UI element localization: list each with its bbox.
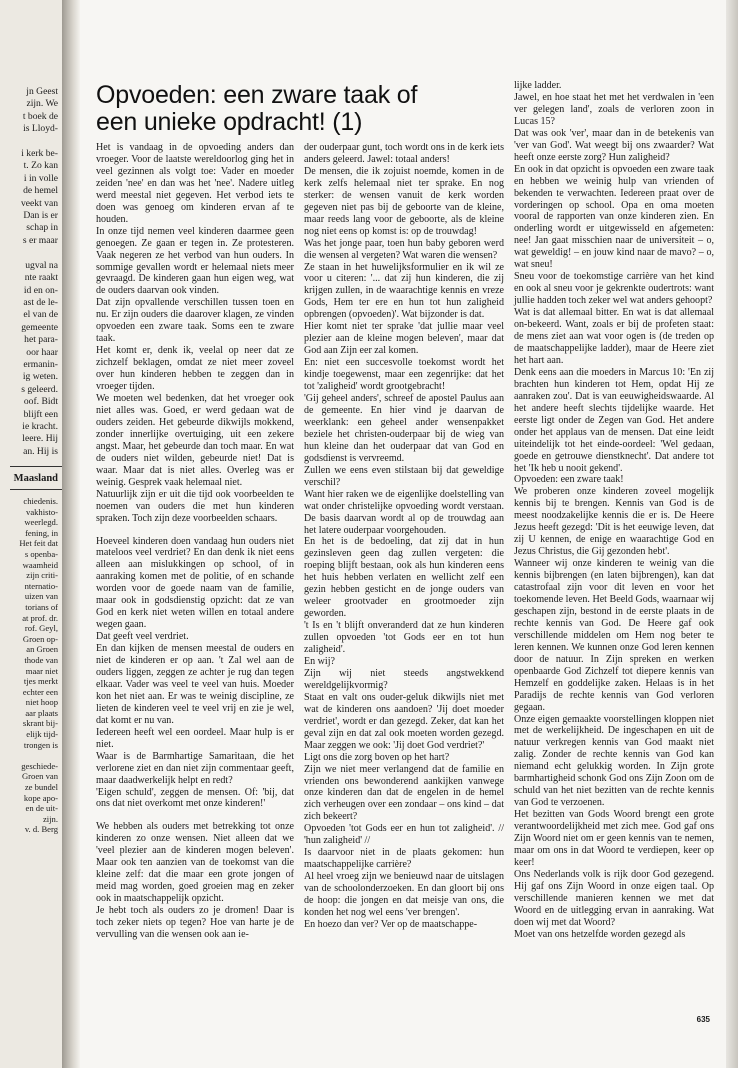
adjacent-page-line: ermanin-	[23, 358, 58, 370]
paragraph: Zijn we niet meer verlangend dat de familie en vrienden ons bewonderend aankijken vanwege onze kinderen dan dat de engelen in de hemel zich verheugen over een zondaar – ons kind – dat zich bekeert?	[304, 763, 504, 823]
paragraph: Hier komt niet ter sprake 'dat jullie maar veel plezier aan de kleine mogen beleven', maar dat God aan Zijn eer zal komen.	[304, 321, 504, 357]
paragraph: Je hebt toch als ouders zo je dromen! Daar is toch zeker niets op tegen? Hoe van harte je de vervulling van die wensen ook aan ie-	[96, 905, 294, 940]
article-title: Opvoeden: een zware taak of een unieke opdracht! (1)	[96, 81, 418, 136]
adjacent-page-line: oor haar	[26, 346, 58, 358]
adjacent-page-line: an. Hij is	[23, 445, 58, 457]
paragraph: 'Gij geheel anders', schreef de apostel Paulus aan de gemeente. En hier vind je daarvan de weerklank: een geheel ander wensenpakket beziele het christen-ouderpaar bij de wieg van hun kleine dan het ouderpaar dat van God en godsdienst is vervreemd.	[304, 393, 504, 464]
adjacent-page-line: gemeente	[21, 321, 58, 333]
paragraph: 'Eigen schuld', zeggen de mensen. Of: 'bij, dat ons dat niet overkomt met onze kinderen!'	[96, 786, 294, 810]
paragraph: Jawel, en hoe staat het met het verdwalen in 'een ver gelegen land', zoals de verloren zoon in Lucas 15?	[514, 91, 714, 127]
paragraph: Want hier raken we de eigenlijke doelstelling van wat onder christelijke opvoeding wordt verstaan. De basis daarvan wordt al op de trouwdag aan het latere ouderpaar voorgehouden.	[304, 488, 504, 536]
adjacent-page-line: el van de	[23, 309, 58, 321]
paragraph: 't Is en 't blijft onveranderd dat ze hun kinderen zullen opvoeden 'tot Gods eer en tot hun zaligheid'.	[304, 620, 504, 656]
adjacent-page-line: geschiede-	[21, 760, 58, 771]
paragraph: Opvoeden 'tot Gods eer en hun tot zaligheid'. // 'hun zaligheid' //	[304, 823, 504, 847]
adjacent-page-line: jn Geest	[26, 86, 58, 97]
section-divider	[10, 466, 62, 467]
paragraph: En: niet een succesvolle toekomst wordt het kindje toegewenst, maar een zegenrijke: dat het tot 'zaligheid' wordt grootgebracht!	[304, 357, 504, 393]
adjacent-page-line	[0, 750, 58, 761]
paragraph: Iedereen heeft wel een oordeel. Maar hulp is er niet.	[96, 726, 294, 750]
adjacent-page-line: Groen van	[21, 771, 58, 782]
paragraph: Hoeveel kinderen doen vandaag hun ouders niet mateloos veel verdriet? En dan denk ik niet eens alleen aan mislukkingen op school, of in aanraking komen met de politie, of en schande worden voor de goede naam van de familie, maar ook in godsdienstig opzicht: dat ze van God en kerk niet weten willen en totaal andere wegen gaan.	[96, 535, 294, 631]
paragraph: Wat is dat allemaal bitter. En wat is dat allemaal on-bekeerd. Want, zoals er bij de profeten staat: de mens ziet aan wat voor ogen is (de treden op de maatschappelijke ladder), maar de Heere ziet het hart aan.	[514, 307, 714, 366]
paragraph: Opvoeden: een zware taak!	[514, 474, 624, 486]
paragraph: We hebben als ouders met betrekking tot onze kinderen zo onze wensen. Niet alleen dat we 'veel plezier aan de kinderen mogen beleven'. Maar ook ten aanzien van de toekomst van die kleine zelf: dat die maar een grote jongen of meid mag worden, goed groeien mag en zeker ook in maatschappelijk opzicht.	[96, 821, 294, 905]
paragraph: We moeten wel bedenken, dat het vroeger ook niet alles was. Goed, er werd gedaan wat de ouders zeiden. Het gebeurde dikwijls mokkend, zonder innerlijke overtuiging, uit een zekere angst. Maar, het gebeurde dan toch maar. En wat de ouders niet wilden, gebeurde niet! Dat is waar. Maar dat is niet alles. Overleg was er weinig. Gesprek vaak helemaal niet.	[96, 393, 294, 488]
paragraph: Staat en valt ons ouder-geluk dikwijls niet met wat de kinderen ons aandoen? 'Jij doet moeder verdriet', wordt er dan gezegd. Zeker, dat kan het geval zijn en dat zal ook moeten worden gezegd. Maar zeggen we ook: 'Jij doet God verdriet?'	[304, 691, 504, 751]
adjacent-page-line: thode van	[24, 654, 58, 665]
adjacent-page-line: blijft een	[23, 408, 58, 420]
adjacent-page-line: zijn. We	[26, 98, 58, 110]
adjacent-page-line: i in volle	[23, 172, 58, 184]
adjacent-page-line: v. d. Berg	[24, 824, 58, 835]
adjacent-page-line: torians of	[25, 601, 58, 612]
paragraph: Zijn wij niet steeds angstwekkend wereldgelijkvormig?	[304, 667, 504, 691]
adjacent-page-line: ast de le-	[23, 296, 58, 308]
paragraph: Is daarvoor niet in de plaats gekomen: hun maatschappelijke carrière?	[304, 847, 504, 871]
paragraph: Wanneer wij onze kinderen te weinig van die kennis bijbrengen (en laten bijbrengen), kan dat catastrofaal zijn voor dit leven en voor het toekomende leven. Het Beeld Gods, waarnaar wij geschapen zijn, bestond in de eerste plaats in de rechte kennis van God. De Heere gaf ook verschillende middelen om Hem nog beter te leren kennen. We kunnen onze God leren kennen door de natuur. In Zijn spreken en werken openbaarde God Zichzelf tot diepere kennis van Hemzelf en goddelijke zaken. Helaas is in het Paradijs de rechte kennis van God verloren gegaan.	[514, 558, 714, 713]
paragraph: En het is de bedoeling, dat zij dat in hun gezinsleven geen dag zullen vergeten: die roeping blijft bestaan, ook als hun kinderen eens het huis hebben verlaten en wellicht zelf een gezin hebben gesticht en de jonge ouders van weleer grootvader en grootmoeder zijn geworden.	[304, 536, 504, 620]
adjacent-page-line: i kerk be-	[21, 148, 58, 160]
adjacent-page-line	[0, 247, 58, 259]
paragraph: En ook in dat opzicht is opvoeden een zware taak en hebben we weinig hulp van vrienden of bekenden te verwachten. Iedereen praat over de vorderingen op school. Opa en oma moeten vooral de rapporten van onze kinderen zien. En onderling wordt er uitgewisseld en afgemeten: nee! Jan gaat misschien naar de universiteit – o, wat geweldig! – en jouw kind naar de mavo? – o, wat sneu!	[514, 163, 714, 271]
adjacent-page-line: Groen op-	[22, 633, 58, 644]
book-gutter	[62, 0, 80, 1068]
paragraph: Dat geeft veel verdriet.	[96, 631, 189, 643]
adjacent-page-line: an Groen	[26, 644, 58, 655]
adjacent-section-heading: Maasland	[13, 473, 58, 484]
paragraph: In onze tijd nemen veel kinderen daarmee geen genoegen. Ze gaan er tegen in. Ze protesteren. Vaak negeren ze het verbod van hun ouders. In sommige gevallen wordt er helemaal niets meer gevraagd. De kinderen gaan hun eigen weg, wat de ouders daarvan ook vinden.	[96, 225, 294, 297]
adjacent-page-line: s er maar	[22, 234, 58, 246]
adjacent-page-line: nte raakt	[24, 272, 58, 284]
adjacent-page-line: oof. Bidt	[23, 396, 58, 408]
article-column-3	[514, 80, 714, 941]
article-column-2	[304, 142, 504, 931]
paragraph: De mensen, die ik zojuist noemde, komen in de kerk zelfs helemaal niet ter sprake. En nog sterker: de wensen vanuit de kerk worden gegeven niet pas bij de geboorte van de kleine, maar reeds lang voor de geboorte, als de kleine nog niet eens op komst is: op de trouwdag!	[304, 165, 504, 237]
adjacent-page-text-top	[0, 86, 58, 458]
paragraph: En dan kijken de mensen meestal de ouders en niet de kinderen er op aan. 't Zal wel aan de ouders liggen, zeggen ze achter je rug dan tegen elkaar. Vader was veel te veel van huis. Moeder kon het niet aan. Er was te weinig discipline, ze lieten de kinderen veel te veel vrij en zie je wel, dat komt er nu van.	[96, 643, 294, 726]
adjacent-page-line: waamheid	[22, 559, 58, 570]
adjacent-page-line: veekt van	[20, 197, 58, 209]
adjacent-page-line	[0, 136, 58, 148]
paragraph: Het bezitten van Gods Woord brengt een grote verantwoordelijkheid met zich mee. God gaf ons Zijn Woord niet om er geen kennis van te nemen, maar om ons in dat Woord te verdiepen, keer op keer!	[514, 809, 714, 868]
adjacent-page-line: zijn criti-	[26, 570, 58, 581]
adjacent-page-line: vakhisto-	[26, 506, 58, 517]
section-divider	[10, 489, 62, 490]
adjacent-page-line: skrant bij-	[22, 718, 58, 729]
adjacent-page-line: ugval na	[25, 259, 58, 271]
paragraph: Dat zijn opvallende verschillen tussen toen en nu. Er zijn ouders die daarover klagen, ze vinden opvoeden een zware taak. Soms een te zware taak.	[96, 297, 294, 345]
paragraph: Ons Nederlands volk is rijk door God gezegend. Hij gaf ons Zijn Woord in onze eigen taal. Op verschillende manieren kennen we met dat Woord en de uitlegging ervan in aanraking. Wat doen wij met dat Woord?	[514, 868, 714, 928]
paragraph: Zullen we eens even stilstaan bij dat geweldige verschil?	[304, 464, 504, 488]
adjacent-page-line: chiedenis.	[23, 496, 58, 506]
adjacent-page-line: aar plaats	[25, 707, 58, 718]
article-column-1	[96, 142, 294, 941]
adjacent-page-line: uizen van	[24, 591, 58, 602]
adjacent-page-line: t boek de	[22, 110, 58, 122]
page-edge	[726, 0, 738, 1068]
paragraph: Moet van ons hetzelfde worden gezegd als	[514, 928, 686, 940]
adjacent-page-line: s geleerd.	[21, 383, 58, 395]
paragraph: We proberen onze kinderen zoveel mogelijk kennis bij te brengen. Kennis van God is de meest noodzakelijke kennis die er is. De Heere Jezus heeft gezegd: 'Dit is het eeuwige leven, dat zij U kennen, de enige en waarachtige God en Jezus Christus, die Gij gezonden hebt'.	[514, 486, 714, 558]
article-page	[80, 0, 726, 1068]
adjacent-page-fragment	[0, 0, 63, 1068]
page-number: 635	[696, 1015, 710, 1024]
paragraph: lijke ladder.	[514, 80, 562, 91]
paragraph: Al heel vroeg zijn we benieuwd naar de uitslagen van de schoolonderzoeken. En dan gloort bij ons de hoop: die jongen en dat meisje van ons, die konden het nog wel eens 'ver brengen'.	[304, 871, 504, 918]
paragraph: Natuurlijk zijn er uit die tijd ook voorbeelden te noemen van ouders die met hun kinderen spraken. Toch zijn deze voorbeelden schaars.	[96, 488, 294, 524]
adjacent-page-line: s openba-	[24, 548, 58, 559]
adjacent-page-line: nternatio-	[24, 580, 58, 591]
paragraph: Het komt er, denk ik, veelal op neer dat ze zichzelf beklagen, omdat ze niet meer zoveel over hun kinderen hebben te zeggen dan in vroeger tijden.	[96, 345, 294, 393]
paragraph: Sneu voor de toekomstige carrière van het kind en ook al sneu voor je gekrenkte oudertrots: want jullie hadden toch zeker wel wat anders gehoopt?	[514, 271, 714, 307]
paragraph: Waar is de Barmhartige Samaritaan, die het verlorene ziet en dan niet zijn commentaar geeft, maar daadwerkelijk helpt en redt?	[96, 750, 294, 786]
adjacent-page-line: weerlegd.	[24, 517, 58, 528]
paragraph: Denk eens aan die moeders in Marcus 10: 'En zij brachten hun kinderen tot Hem, opdat Hij ze aanraken zou'. Dat is van eeuwigheidswaarde. Al het andere heeft slechts tijdelijke waarde. Het eerste ligt onder de Zegen van God. Het andere onder het applaus van de mensen. Dat eine leidt uiteindelijk tot het einde-oordeel: 'Wel gedaan, goede en getrouwe dienstknecht'. Dat andere tot het 'Ik heb u nooit gekend'.	[514, 366, 714, 474]
paragraph: En hoezo dan ver? Ver op de maatschappe-	[304, 918, 478, 930]
adjacent-page-line: at prof. dr.	[22, 612, 58, 623]
paragraph: Onze eigen gemaakte voorstellingen kloppen niet met de werkelijkheid. De ingeschapen en uit de natuur verkregen kennis van God maakt niet zalig. Zonder de rechte kennis van God kan niemand echt gelukkig worden. In Zijn grote barmhartigheid schonk God ons Zijn Zoon om de schuld van het niet bezitten van de rechte kennis van God te verzoenen.	[514, 713, 714, 809]
paragraph: En wij?	[304, 655, 335, 667]
adjacent-page-line: niet hoop	[25, 697, 58, 708]
paragraph: Ze staan in het huwelijksformulier en ik wil ze voor u citeren: '... dat zij hun kinderen, die zij krijgen zullen, in de waarachtige kennis en vreze Gods, Hem ter ere en hun tot hun zaligheid opbrengen (opvoeden)'. Wat bijzonder is dat.	[304, 261, 504, 321]
adjacent-page-line: het para-	[24, 334, 58, 346]
paragraph: Was het jonge paar, toen hun baby geboren werd die wensen al vergeten? Wat waren die wensen?	[304, 237, 504, 261]
adjacent-page-line: ig weten.	[22, 371, 58, 383]
adjacent-page-line: en de uit-	[25, 803, 58, 814]
adjacent-page-line: maar niet	[25, 665, 58, 676]
adjacent-page-text-bottom	[0, 496, 58, 835]
adjacent-page-line: t. Zo kan	[23, 160, 58, 172]
adjacent-page-line: leere. Hij	[22, 433, 58, 445]
adjacent-page-line: zijn.	[42, 813, 58, 824]
adjacent-page-line: echter een	[22, 686, 58, 697]
adjacent-page-line: elijk tijd-	[26, 729, 58, 740]
paragraph: Het is vandaag in de opvoeding anders dan vroeger. Voor de laatste wereldoorlog ging het in veel gezinnen als volgt toe: Vader en moeder zeiden 'nee' en dan was het 'nee'. Nadere uitleg werd meestal niet gegeven. Het verbod iets te doen was genoeg om kinderen ervan af te houden.	[96, 142, 294, 225]
adjacent-page-line: fening, in	[25, 527, 58, 538]
adjacent-page-line: ie kracht.	[22, 420, 58, 432]
adjacent-page-line: tjes merkt	[23, 676, 58, 687]
adjacent-page-line: ze bundel	[24, 782, 58, 793]
adjacent-page-line: is Lloyd-	[23, 123, 58, 135]
adjacent-page-line: Dan is er	[23, 210, 58, 222]
adjacent-page-line: rof. Geyl,	[24, 623, 58, 634]
adjacent-page-line: Het feit dat	[19, 538, 58, 549]
paragraph: Dat was ook 'ver', maar dan in de betekenis van 'ver van God'. Wat weegt bij ons zwaarder? Wat heeft onze eerste zorg? Hun zaligheid?	[514, 127, 714, 163]
adjacent-page-line: trongen is	[23, 739, 58, 750]
adjacent-page-line: schap in	[26, 222, 58, 234]
paragraph: Ligt ons die zorg boven op het hart?	[304, 751, 450, 763]
paragraph: der ouderpaar gunt, toch wordt ons in de kerk iets anders geleerd. Jawel: totaal anders!	[304, 142, 504, 165]
adjacent-page-line: de hemel	[23, 185, 58, 197]
adjacent-page-line: id en on-	[23, 284, 58, 296]
adjacent-page-line: kope apo-	[23, 792, 58, 803]
